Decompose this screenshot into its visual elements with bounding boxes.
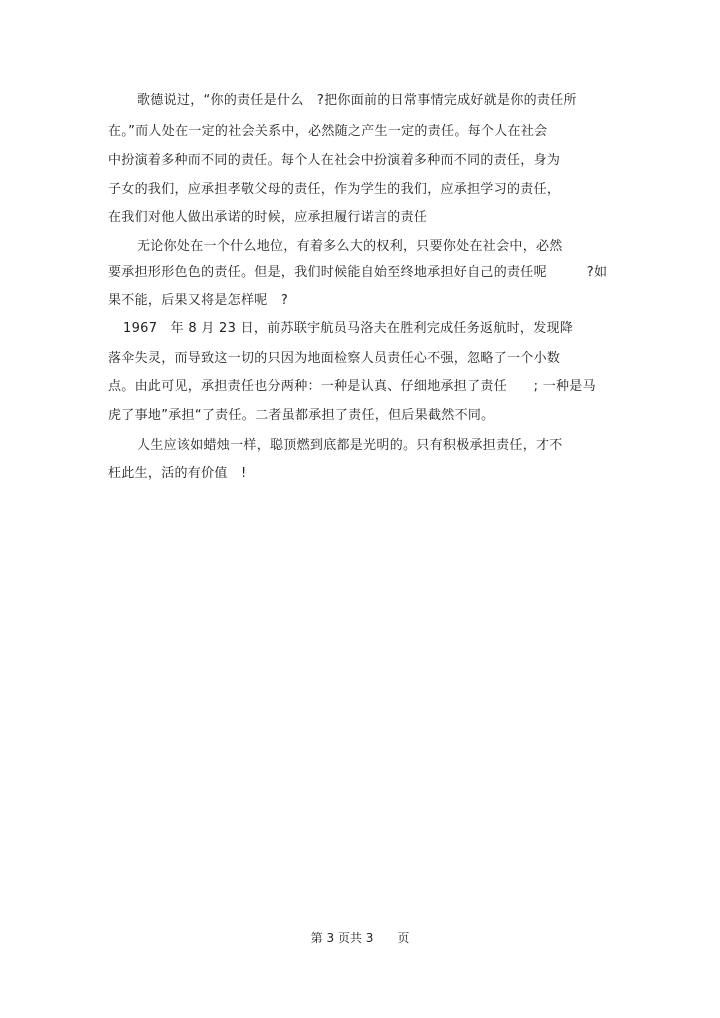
paragraph-1-line-4: 子女的我们，应承担孝敬父母的责任，作为学生的我们，应承担学习的责任， [108, 182, 561, 197]
paragraph-1-line-2: 在。”而人处在一定的社会关系中，必然随之产生一定的责任。每个人在社会 [108, 124, 548, 139]
paragraph-3-line-4: 虎了事地”承担“了责任。二者虽都承担了责任，但后果截然不同。 [108, 408, 495, 423]
paragraph-4-line-2: 枉此生，活的有价值 ! [108, 466, 247, 481]
page-footer: 第 3 页共 3 页 [310, 931, 410, 945]
paragraph-3-line-3: 点。由此可见，承担责任也分两种：一种是认真、仔细地承担了责任 ; 一种是马 [108, 379, 596, 394]
paragraph-1-line-3: 中扮演着多种而不同的责任。每个人在社会中扮演着多种而不同的责任，身为 [108, 153, 561, 168]
paragraph-1-line-5: 在我们对他人做出承诺的时候，应承担履行诺言的责任 [108, 210, 428, 225]
paragraph-3-line-2: 落伞失灵，而导致这一切的只因为地面检察人员责任心不强，忽略了一个小数 [108, 351, 561, 366]
paragraph-2-line-1: 无论你处在一个什么地位，有着多么大的权利，只要你处在社会中，必然 [137, 239, 563, 254]
paragraph-1-line-1: 歌德说过，“你的责任是什么 ?把你面前的日常事情完成好就是你的责任所 [137, 93, 577, 108]
paragraph-3-line-1: 1967 年 8 月 23 日，前苏联宇航员马洛夫在胜利完成任务返航时，发现降 [123, 321, 574, 336]
paragraph-2-line-3: 果不能，后果又将是怎样呢 ? [108, 293, 289, 308]
paragraph-4-line-1: 人生应该如蜡烛一样，聪顶燃到底都是光明的。只有积极承担责任，才不 [137, 438, 563, 453]
paragraph-2-line-2: 要承担形形色色的责任。但是，我们时候能自始至终地承担好自己的责任呢 ?如 [108, 265, 608, 280]
